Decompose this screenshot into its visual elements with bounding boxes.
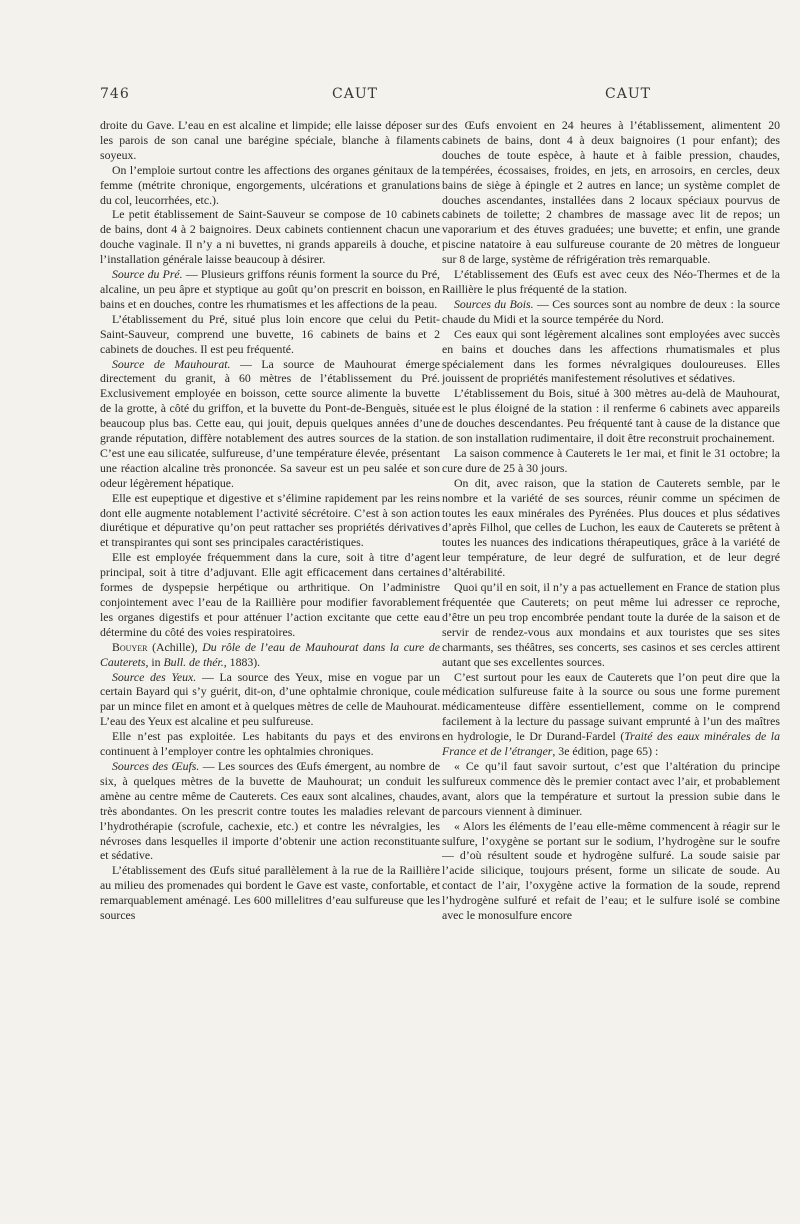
page-header (100, 86, 780, 108)
running-head-right: CAUT (605, 86, 651, 102)
running-head-left: CAUT (332, 86, 378, 102)
paragraph (442, 297, 780, 327)
paragraph (100, 267, 440, 312)
paragraph (442, 327, 780, 387)
paragraph-text: L’établissement du Bois, situé à 300 mètres au-delà de Mauhourat, est le plus éloigné de la station : il renferme 6 cabinets avec appareils de douches descendantes. Peu fréquenté tant à cause de la distance que de son installation rudimentaire, il doit être reconstruit prochainement. (442, 386, 780, 446)
paragraph (442, 580, 780, 669)
paragraph (100, 863, 440, 923)
paragraph-text: C’est surtout pour les eaux de Cauterets que l’on peut dire que la médication sulfureuse faite à la source ou sous une forme purement médicamenteuse diffère essentiellement, comme on le comprend facilement à la lecture du passage suivant emprunté à l’un des maîtres en hydrologie, le Dr Durand-Fardel ( (442, 669, 780, 744)
paragraph (100, 640, 440, 670)
paragraph (442, 267, 780, 297)
paragraph (100, 550, 440, 639)
paragraph (442, 446, 780, 476)
paragraph-text: L’établissement des Œufs situé parallèlement à la rue de la Raillière au milieu des promenades qui bordent le Gave est vaste, confortable, et remarquablement aménagé. Les 600 millelitres d’eau sulfureuse que les sources (100, 863, 440, 923)
paragraph-text: « Ce qu’il faut savoir surtout, c’est que l’altération du principe sulfureux commence dès le premier contact avec l’air, et probablement avant, alors que la température et surtout la pression subie dans le parcours viennent à diminuer. (442, 758, 780, 818)
paragraph-text: , 3e édition, page 65) : (552, 744, 659, 759)
section-heading: Source de Mauhourat. (112, 356, 231, 371)
paragraph-text: L’établissement du Pré, situé plus loin encore que celui du Petit-Saint-Sauveur, comprend une buvette, 16 cabinets de bains et 2 cabinets de douches. Il est peu fréquenté. (100, 311, 440, 356)
paragraph (100, 729, 440, 759)
paragraph-text: « Alors les éléments de l’eau elle-même commencent à réagir sur le sulfure, l’oxygène se portant sur le sodium, l’hydrogène sur le soufre — d’où résultent soude et hydrogène sulfuré. La soude saisie par l’acide silicique, toujours présent, forme un silicate de soude. Au contact de l’air, l’oxygène active la formation de la soude, reprend l’hydrogène sulfuré et refait de l’eau; et le sulfure isolé se combine avec le monosulfure encore (442, 818, 780, 923)
paragraph-text: (Achille), (147, 639, 203, 654)
right-column (442, 118, 780, 923)
paragraph (442, 819, 780, 923)
author-name: Bouyer (112, 639, 148, 654)
paragraph (442, 759, 780, 819)
paragraph-text: — Les sources des Œufs émergent, au nombre de six, à quelques mètres de la buvette de Mauhourat; un conduit les amène au centre même de Cauterets. Ces eaux sont alcalines, chaudes, très abondantes. On les prescrit contre toutes les maladies relevant de l’hydrothérapie (scrofule, cachexie, etc.) et contre les névralgies, les névroses dans lesquelles il importe d’obtenir une action reconstituante et sédative. (100, 758, 441, 863)
paragraph (100, 312, 440, 357)
paragraph-text: Elle est eupeptique et digestive et s’élimine rapidement par les reins dont elle augmente notablement l’activité sécrétoire. C’est à son action diurétique et dépurative qu’on peut rattacher ses propriétés dérivatives et transpirantes qui sont ses principales caractéristiques. (100, 490, 440, 550)
paragraph-text: — La source de Mauhourat émerge directement du granit, à 60 mètres de l’établissement du Pré. Exclusivement employée en boisson, cette source alimente la buvette de la grotte, à côté du griffon, et la buvette du Pont-de-Benguès, située beaucoup plus bas. Cette eau, qui jouit, depuis quelques années d’une grande réputation, diffère notablement des autres sources de la station. C’est une eau silicatée, sulfureuse, d’une température élevée, présentant une réaction alcaline très prononcée. Sa saveur est un peu salée et son odeur légèrement hépatique. (100, 356, 440, 490)
italic-title: Traité des eaux minérales de la France et de l’étranger (442, 729, 780, 759)
paragraph (100, 357, 440, 491)
paragraph-text: Le petit établissement de Saint-Sauveur se compose de 10 cabinets de bains, dont 4 à 2 baignoires. Deux cabinets contiennent chacun une douche vaginale. Il n’y a ni buvettes, ni grands appareils à douche, et l’installation générale laisse beaucoup à désirer. (100, 207, 440, 267)
paragraph-text: droite du Gave. L’eau en est alcaline et limpide; elle laisse déposer sur les parois de son canal une barégine spéciale, blanche à filaments soyeux. (100, 118, 440, 162)
italic-title: Bull. de thér. (163, 654, 224, 669)
paragraph-text: — Ces sources sont au nombre de deux : la source chaude du Midi et la source tempérée du Nord. (442, 296, 781, 326)
paragraph (100, 491, 440, 551)
paragraph-text: , 1883). (223, 654, 261, 669)
paragraph (100, 163, 440, 208)
paragraph-text: Ces eaux qui sont légèrement alcalines sont employées avec succès en bains et douches dans les affections rhumatismales et plus spécialement dans les formes névralgiques douloureuses. Elles jouissent de propriétés manifestement résolutives et sédatives. (442, 326, 780, 386)
paragraph (100, 759, 440, 863)
paragraph (100, 670, 440, 730)
paragraph-text: — Plusieurs griffons réunis forment la source du Pré, alcaline, un peu âpre et styptique au goût qu’on prescrit en boisson, en bains et en douches, contre les rhumatismes et les affections de la peau. (100, 267, 441, 311)
paragraph (442, 476, 780, 580)
paragraph (100, 118, 440, 163)
paragraph-text: — La source des Yeux, mise en vogue par un certain Bayard qui s’y guérit, dit-on, d’une ophtalmie chronique, coule par un mince filet en amont et à quelques mètres de celle de Mauhourat. L’eau des Yeux est alcaline et peu sulfureuse. (100, 669, 441, 729)
section-heading: Sources du Bois. (454, 296, 534, 311)
section-heading: Source des Yeux. (112, 669, 197, 684)
paragraph (100, 207, 440, 267)
paragraph (442, 118, 780, 267)
paragraph-text: des Œufs envoient en 24 heures à l’établissement, alimentent 20 cabinets de bains, dont 4 à deux baignoires (1 pour enfant); des douches de toute espèce, à haute et à faible pression, chaudes, tempérées, écossaises, froides, en jets, en arrosoirs, en cercles, deux bains de siège à épingle et 2 autres en lance; un système complet de douches ascendantes, installées dans 2 locaux spéciaux pourvus de cabinets de toilette; 2 chambres de massage avec lit de repos; un vaporarium et des étuves graduées; une buvette; et enfin, une grande piscine natatoire à eau sulfureuse courante de 20 mètres de longueur sur 8 de large, système de réfrigération très remarquable. (442, 118, 780, 267)
section-heading: Sources des Œufs. (112, 758, 200, 773)
paragraph-text: On l’emploie surtout contre les affections des organes génitaux de la femme (métrite chronique, engorgements, ulcérations et granulations du col, leucorrhées, etc.). (100, 162, 440, 207)
paragraph-text: On dit, avec raison, que la station de Cauterets semble, par le nombre et la variété de ses sources, réunir comme un spécimen de toutes les eaux minérales des Pyrénées. Plus douces et plus sédatives d’après Filhol, que celles de Luchon, les eaux de Cauterets se prêtent à toutes les nuances des indications thérapeutiques, grâce à la variété de leur température, de leur degré de sulfuration, et de leur degré d’altérabilité. (442, 475, 780, 580)
paragraph-text: Quoi qu’il en soit, il n’y a pas actuellement en France de station plus fréquentée que Cauterets; on peut même lui adresser ce reproche, d’être un peu trop encombrée pendant toute la durée de la saison et de servir de rendez-vous aux mondains et aux touristes que ses sites charmants, ses théâtres, ses concerts, ses casinos et ses cercles attirent autant que ses excellentes sources. (442, 580, 780, 669)
left-column (100, 118, 440, 923)
section-heading: Source du Pré. (112, 267, 183, 282)
paragraph-text: La saison commence à Cauterets le 1er mai, et finit le 31 octobre; la cure dure de 25 à 30 jours. (442, 445, 780, 475)
paragraph-text: Elle n’est pas exploitée. Les habitants du pays et des environs continuent à l’employer contre les ophtalmies chroniques. (100, 729, 440, 759)
paragraph (442, 670, 780, 759)
paragraph-text: , in (145, 654, 164, 669)
italic-title: Du rôle de l’eau de Mauhourat dans la cure de Cauterets (100, 639, 440, 669)
page-number: 746 (100, 86, 130, 102)
paragraph (442, 386, 780, 446)
paragraph-text: L’établissement des Œufs est avec ceux des Néo-Thermes et de la Raillière le plus fréquenté de la station. (442, 267, 780, 296)
paragraph-text: Elle est employée fréquemment dans la cure, soit à titre d’agent principal, soit à titre d’adjuvant. Elle agit efficacement dans certaines formes de dyspepsie herpétique ou arthritique. On l’administre conjointement avec l’eau de la Raillière pour modifier favorablement les organes digestifs et pour atténuer l’action excitante que cette eau détermine du côté des voies respiratoires. (100, 550, 440, 639)
